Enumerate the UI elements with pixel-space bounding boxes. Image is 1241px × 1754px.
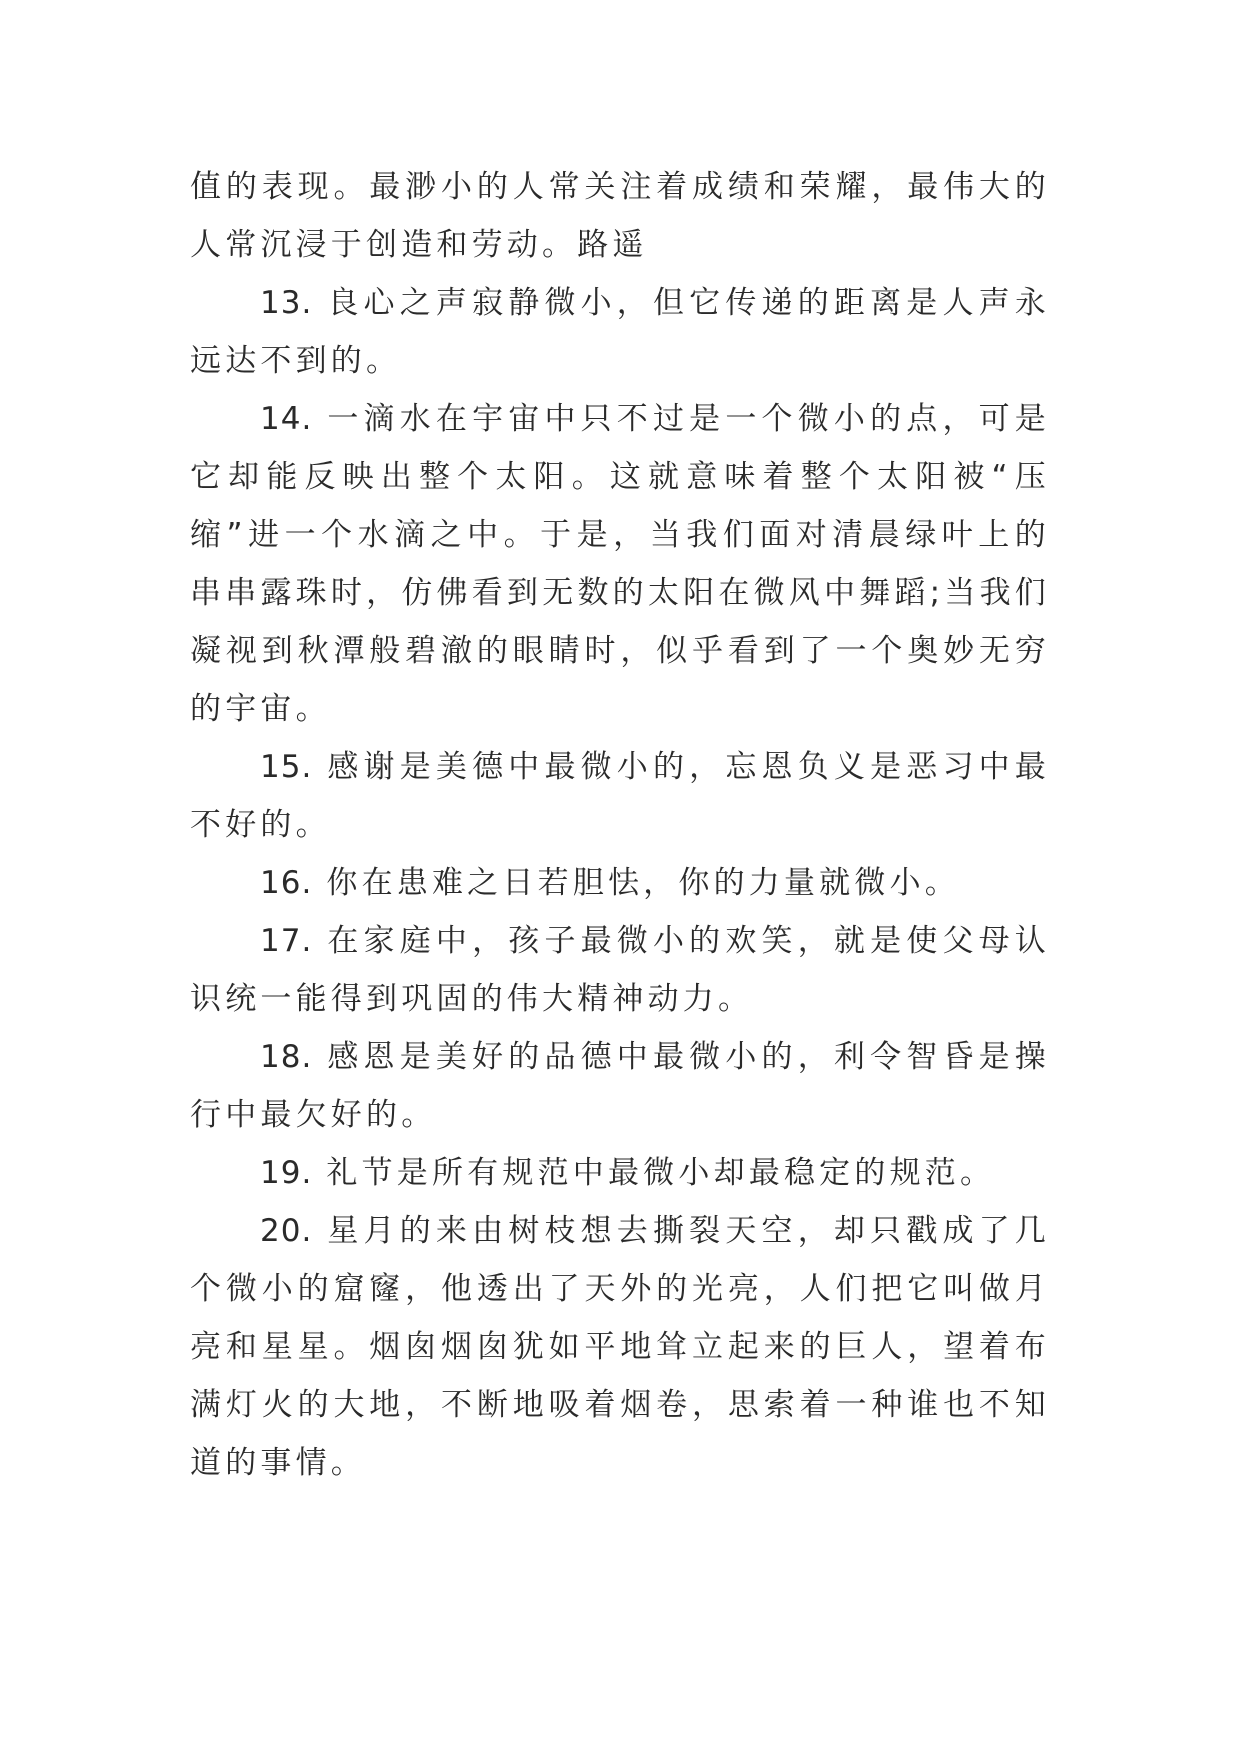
paragraph-number: 20. [260,1213,313,1249]
paragraph-20 [190,1202,1050,1492]
paragraph-text: 感恩是美好的品德中最微小的，利令智昏是操行中最欠好的。 [190,1039,1051,1133]
paragraph-16 [190,854,1050,912]
paragraph-14 [190,390,1050,738]
paragraph-text: 良心之声寂静微小，但它传递的距离是人声永远达不到的。 [190,285,1051,379]
paragraph-number: 13. [260,285,313,321]
paragraph-number: 17. [260,923,313,959]
paragraph-number: 19. [260,1155,313,1191]
document-body [190,158,1050,1492]
paragraph-number: 15. [260,749,313,785]
paragraph-text: 礼节是所有规范中最微小却最稳定的规范。 [326,1155,996,1191]
paragraph-text: 值的表现。最渺小的人常关注着成绩和荣耀，最伟大的人常沉浸于创造和劳动。路遥 [190,169,1050,263]
paragraph-number: 16. [260,865,313,901]
paragraph-number: 14. [260,401,313,437]
paragraph-18 [190,1028,1050,1144]
paragraph-text: 一滴水在宇宙中只不过是一个微小的点，可是它却能反映出整个太阳。这就意味着整个太阳被“压缩”进一个水滴之中。于是，当我们面对清晨绿叶上的串串露珠时，仿佛看到无数的太阳在微风中舞蹈;当我们凝视到秋潭般碧澈的眼睛时，似乎看到了一个奥妙无穷的宇宙。 [190,401,1051,727]
paragraph-text: 在家庭中，孩子最微小的欢笑，就是使父母认识统一能得到巩固的伟大精神动力。 [190,923,1051,1017]
paragraph-number: 18. [260,1039,313,1075]
paragraph-15 [190,738,1050,854]
paragraph-19 [190,1144,1050,1202]
paragraph-13 [190,274,1050,390]
paragraph-text: 你在患难之日若胆怯，你的力量就微小。 [326,865,960,901]
paragraph-text: 星月的来由树枝想去撕裂天空，却只戳成了几个微小的窟窿，他透出了天外的光亮，人们把它叫做月亮和星星。烟囱烟囱犹如平地耸立起来的巨人，望着布满灯火的大地，不断地吸着烟卷，思索着一种谁也不知道的事情。 [190,1213,1051,1481]
paragraph-text: 感谢是美德中最微小的，忘恩负义是恶习中最不好的。 [190,749,1051,843]
paragraph-continued [190,158,1050,274]
paragraph-17 [190,912,1050,1028]
